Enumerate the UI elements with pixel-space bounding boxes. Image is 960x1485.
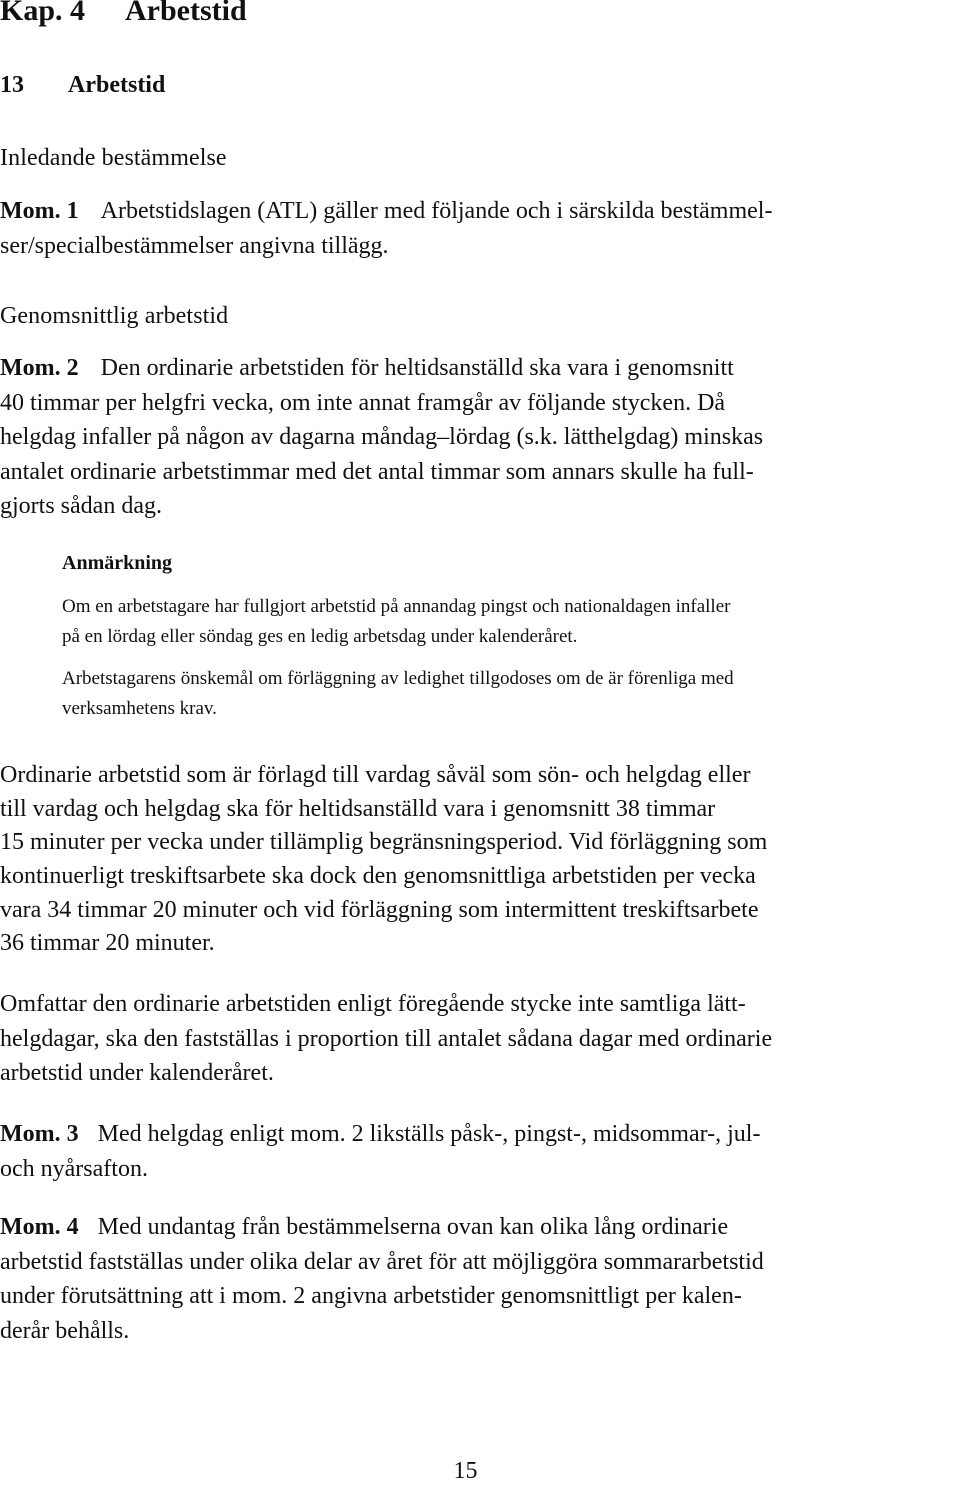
omfattar-line-3: arbetstid under kalenderåret. bbox=[0, 1060, 274, 1086]
note-paragraph-1-line-2: på en lördag eller söndag ges en ledig arbetsdag under kalenderåret. bbox=[62, 626, 578, 647]
note-paragraph-2-line-2: verksamhetens krav. bbox=[62, 698, 217, 719]
mom1-line-1 bbox=[0, 194, 772, 229]
section-heading bbox=[0, 72, 165, 99]
average-worktime-subheading: Genomsnittlig arbetstid bbox=[0, 303, 229, 329]
ordinary-worktime-paragraph bbox=[0, 759, 767, 961]
mom2-line-3: helgdag infaller på någon av dagarna måndag–lördag (s.k. lätthelgdag) minskas bbox=[0, 424, 764, 450]
ordinary-line-1: Ordinarie arbetstid som är förlagd till vardag såväl som sön- och helgdag eller bbox=[0, 762, 751, 788]
mom3-paragraph bbox=[0, 1117, 760, 1186]
mom1-line-2: ser/specialbestämmelser angivna tillägg. bbox=[0, 232, 389, 259]
mom2-paragraph bbox=[0, 351, 763, 524]
mom2-text-1: Den ordinarie arbetstiden för heltidsanställd ska vara i genomsnitt bbox=[100, 355, 734, 381]
chapter-title: Arbetstid bbox=[125, 0, 247, 27]
omfattar-paragraph bbox=[0, 987, 772, 1091]
mom3-line-2: och nyårsafton. bbox=[0, 1155, 148, 1182]
mom4-line-2: arbetstid fastställas under olika delar av året för att möjliggöra sommararbetstid bbox=[0, 1248, 764, 1275]
mom4-line-1 bbox=[0, 1210, 764, 1245]
mom1-label: Mom. 1 bbox=[0, 198, 79, 224]
section-title: Arbetstid bbox=[68, 72, 166, 98]
note-title: Anmärkning bbox=[62, 552, 173, 574]
ordinary-line-2: till vardag och helgdag ska för heltidsanställd vara i genomsnitt 38 timmar bbox=[0, 795, 716, 822]
ordinary-line-4: kontinuerligt treskiftsarbete ska dock den genomsnittliga arbetstiden per vecka bbox=[0, 863, 756, 890]
mom2-line-2: 40 timmar per helgfri vecka, om inte annat framgår av följande stycken. Då bbox=[0, 389, 726, 416]
mom4-paragraph bbox=[0, 1210, 764, 1348]
chapter-number: Kap. 4 bbox=[0, 0, 86, 27]
note-paragraph-1: Om en arbetstagare har fullgjort arbetstid på annandag pingst och nationaldagen infaller bbox=[62, 596, 731, 617]
mom4-text-1: Med undantag från bestämmelserna ovan kan olika lång ordinarie bbox=[97, 1214, 729, 1240]
mom3-label: Mom. 3 bbox=[0, 1121, 79, 1147]
mom2-label: Mom. 2 bbox=[0, 355, 79, 381]
mom2-line-1 bbox=[0, 351, 763, 386]
mom2-line-5: gjorts sådan dag. bbox=[0, 493, 162, 519]
section-number: 13 bbox=[0, 72, 24, 98]
mom3-line-1 bbox=[0, 1117, 760, 1152]
note-paragraph-2: Arbetstagarens önskemål om förläggning av ledighet tillgodoses om de är förenliga med bbox=[62, 668, 734, 689]
ordinary-line-3: 15 minuter per vecka under tillämplig begränsningsperiod. Vid förläggning som bbox=[0, 829, 768, 856]
mom1-paragraph bbox=[0, 194, 772, 263]
ordinary-line-5: vara 34 timmar 20 minuter och vid förläggning som intermittent treskiftsarbete bbox=[0, 896, 759, 923]
mom3-text-1: Med helgdag enligt mom. 2 likställs påsk-, pingst-, midsommar-, jul- bbox=[97, 1121, 761, 1147]
mom4-label: Mom. 4 bbox=[0, 1214, 79, 1240]
note-block bbox=[62, 548, 734, 724]
mom4-line-3: under förutsättning att i mom. 2 angivna arbetstider genomsnittligt per kalen- bbox=[0, 1283, 742, 1309]
page-number: 15 bbox=[453, 1458, 478, 1484]
ordinary-line-6: 36 timmar 20 minuter. bbox=[0, 930, 215, 957]
mom1-text-1: Arbetstidslagen (ATL) gäller med följande och i särskilda bestämmel- bbox=[100, 198, 773, 224]
mom2-line-4: antalet ordinarie arbetstimmar med det antal timmar som annars skulle ha full- bbox=[0, 458, 754, 485]
chapter-heading bbox=[0, 0, 247, 28]
intro-subheading: Inledande bestämmelse bbox=[0, 145, 227, 171]
mom4-line-4: derår behålls. bbox=[0, 1317, 130, 1344]
omfattar-line-1: Omfattar den ordinarie arbetstiden enligt föregående stycke inte samtliga lätt- bbox=[0, 991, 746, 1017]
omfattar-line-2: helgdagar, ska den fastställas i proportion till antalet sådana dagar med ordinarie bbox=[0, 1025, 773, 1052]
